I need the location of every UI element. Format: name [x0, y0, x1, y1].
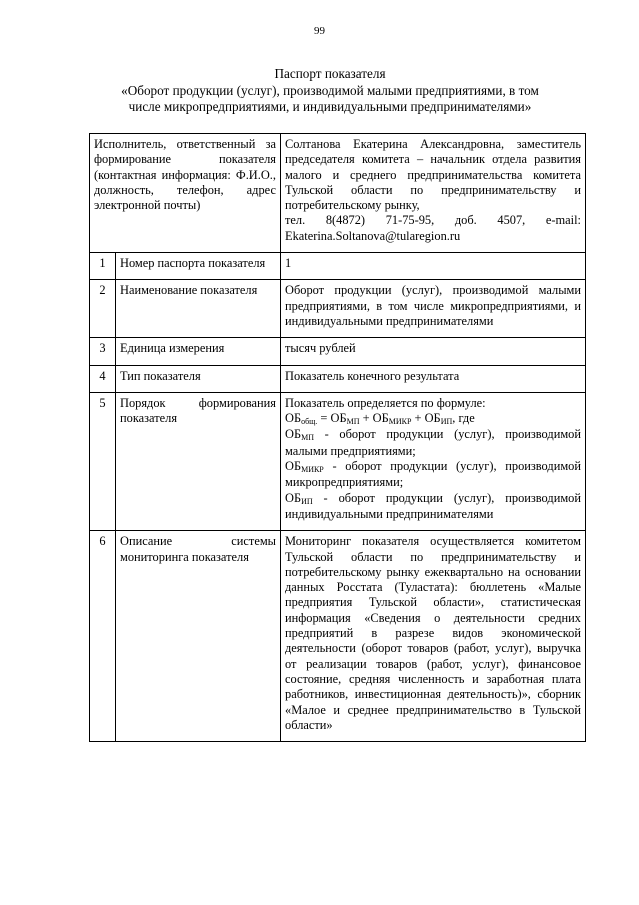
row-number: 6	[90, 531, 116, 742]
row-label: Порядок формирования показателя	[116, 392, 281, 530]
document-title	[60, 66, 600, 116]
row-value: Мониторинг показателя осуществляется комитетом Тульской области по предпринимательству и потребительскому рынку ежеквартально на основании данных Росстата (Туластата): бюллетень «Малые предприятия Тульской области», статистическая информация «Сведения о деятельности средних предприятий в разрезе видов экономической деятельности (оборот товаров (работ, услуг), выручка от реализации товаров (работ, услуг), финансовое состояние, средняя численность и заработная плата работников, инвестиционная деятельность)», сборник «Малое и среднее предпринимательство в Тульской области»	[281, 531, 586, 742]
row-label: Единица измерения	[116, 338, 281, 365]
executor-value	[281, 134, 586, 253]
table-row	[90, 392, 586, 530]
row-value: 1	[281, 253, 586, 280]
row-label: Тип показателя	[116, 365, 281, 392]
formula-definition-mp: $ОБ_{МП}$ - оборот продукции (услуг), производимой малыми предприятиями;	[285, 427, 581, 458]
row-label: Номер паспорта показателя	[116, 253, 281, 280]
table-row	[90, 253, 586, 280]
row-number: 2	[90, 280, 116, 338]
formula-cell	[281, 392, 586, 530]
row-number: 1	[90, 253, 116, 280]
row-number: 3	[90, 338, 116, 365]
formula-definition-ip: $ОБ_{ИП}$ - оборот продукции (услуг), производимой индивидуальными предпринимателями	[285, 490, 581, 521]
formula-intro: Показатель определяется по формуле:	[285, 395, 486, 410]
executor-label: Исполнитель, ответственный за формирование показателя (контактная информация: Ф.И.О., должность, телефон, адрес электронной почты)	[90, 134, 281, 253]
formula-definition-mikr: $ОБ_{МИКР}$ - оборот продукции (услуг), производимой микропредприятиями;	[285, 459, 581, 490]
row-label: Наименование показателя	[116, 280, 281, 338]
page-number: 99	[314, 25, 325, 37]
title-line-2: «Оборот продукции (услуг), производимой малыми предприятиями, в том	[121, 82, 539, 98]
row-number: 4	[90, 365, 116, 392]
row-number: 5	[90, 392, 116, 530]
table-row	[90, 338, 586, 365]
row-value: Оборот продукции (услуг), производимой малыми предприятиями, в том числе микропредприятиями, и индивидуальными предпринимателями	[281, 280, 586, 338]
formula-expression: $ОБ_{общ.} = ОБ_{МП} + ОБ_{МИКР} + ОБ_{ИП}$, где	[285, 411, 475, 427]
title-line-3: числе микропредприятиями, и индивидуальными предпринимателями»	[128, 99, 532, 114]
executor-name-position: Солтанова Екатерина Александровна, заместитель председателя комитета – начальник отдела развития малого и среднего предпринимательства комитета Тульской области по предпринимательству и потребительскому рынку,	[285, 137, 581, 213]
table-row	[90, 280, 586, 338]
row-label: Описание системы мониторинга показателя	[116, 531, 281, 742]
row-value: Показатель конечного результата	[281, 365, 586, 392]
table-row	[90, 531, 586, 742]
indicator-passport-table	[89, 133, 586, 742]
table-row-executor	[90, 134, 586, 253]
row-value: тысяч рублей	[281, 338, 586, 365]
title-line-1: Паспорт показателя	[274, 66, 386, 81]
table-row	[90, 365, 586, 392]
executor-contact: тел. 8(4872) 71-75-95, доб. 4507, e-mail: Ekaterina.Soltanova@tularegion.ru	[285, 213, 581, 243]
